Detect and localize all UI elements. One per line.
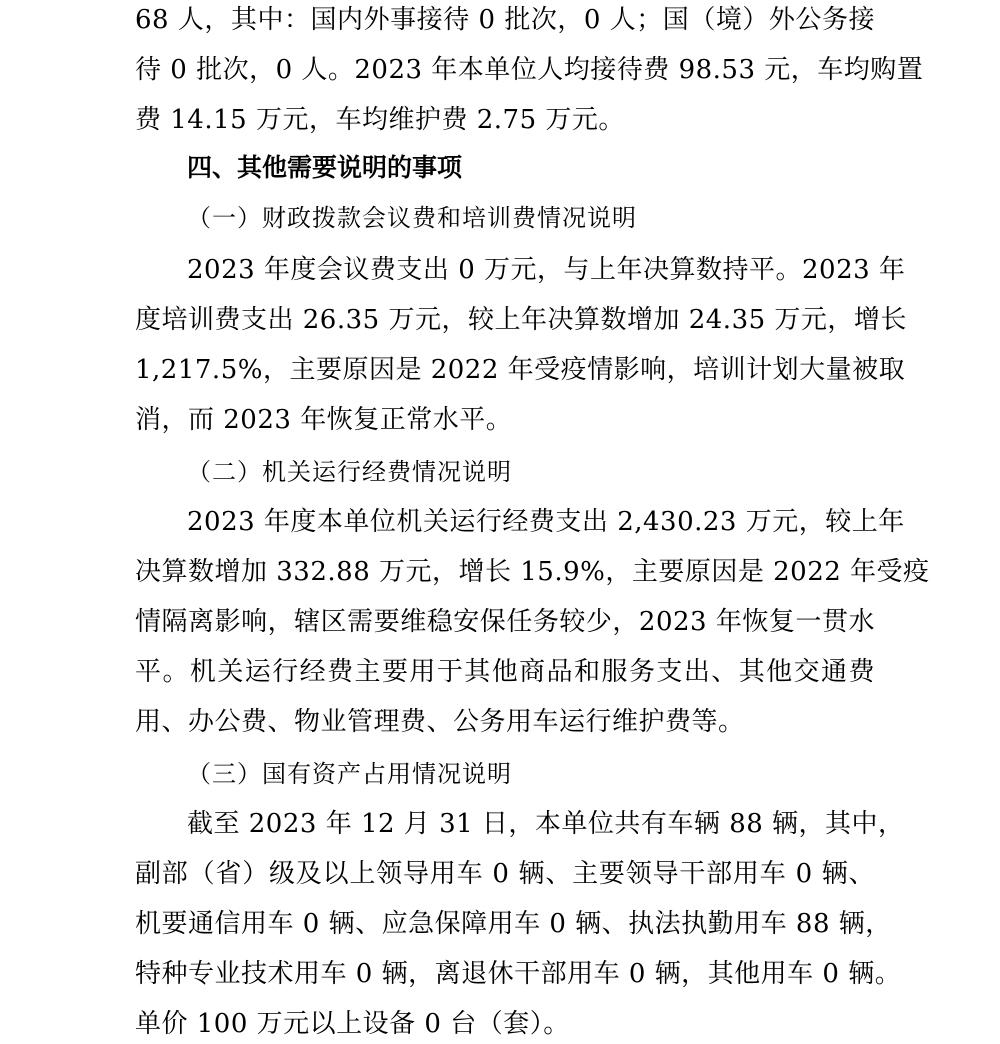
paragraph-line: 68 人，其中：国内外事接待 0 批次，0 人；国（境）外公务接 bbox=[135, 5, 875, 35]
paragraph-line: 消，而 2023 年恢复正常水平。 bbox=[135, 405, 513, 435]
paragraph-line: 单价 100 万元以上设备 0 台（套）。 bbox=[135, 1009, 570, 1039]
subsection-heading: （三）国有资产占用情况说明 bbox=[187, 760, 512, 788]
paragraph-line: 2023 年度会议费支出 0 万元，与上年决算数持平。2023 年 bbox=[187, 255, 906, 285]
subsection-heading: （二）机关运行经费情况说明 bbox=[187, 458, 512, 486]
paragraph-line: 费 14.15 万元，车均维护费 2.75 万元。 bbox=[135, 105, 625, 135]
subsection-heading: （一）财政拨款会议费和培训费情况说明 bbox=[187, 204, 637, 232]
paragraph-line: 截至 2023 年 12 月 31 日，本单位共有车辆 88 辆，其中， bbox=[187, 809, 905, 839]
paragraph-line: 决算数增加 332.88 万元，增长 15.9%，主要原因是 2022 年受疫 bbox=[135, 557, 930, 587]
paragraph-line: 用、办公费、物业管理费、公务用车运行维护费等。 bbox=[135, 707, 745, 737]
paragraph-line: 2023 年度本单位机关运行经费支出 2,430.23 万元，较上年 bbox=[187, 507, 905, 537]
paragraph-line: 待 0 批次，0 人。2023 年本单位人均接待费 98.53 元，车均购置 bbox=[135, 55, 924, 85]
paragraph-line: 机要通信用车 0 辆、应急保障用车 0 辆、执法执勤用车 88 辆， bbox=[135, 909, 892, 939]
paragraph-line: 平。机关运行经费主要用于其他商品和服务支出、其他交通费 bbox=[135, 657, 875, 687]
section-heading: 四、其他需要说明的事项 bbox=[187, 153, 463, 182]
paragraph-line: 情隔离影响，辖区需要维稳安保任务较少，2023 年恢复一贯水 bbox=[135, 607, 875, 637]
paragraph-line: 副部（省）级及以上领导用车 0 辆、主要领导干部用车 0 辆、 bbox=[135, 859, 875, 889]
paragraph-line: 特种专业技术用车 0 辆，离退休干部用车 0 辆，其他用车 0 辆。 bbox=[135, 959, 902, 989]
paragraph-line: 度培训费支出 26.35 万元，较上年决算数增加 24.35 万元，增长 bbox=[135, 305, 907, 335]
paragraph-line: 1,217.5%，主要原因是 2022 年受疫情影响，培训计划大量被取 bbox=[135, 355, 906, 385]
